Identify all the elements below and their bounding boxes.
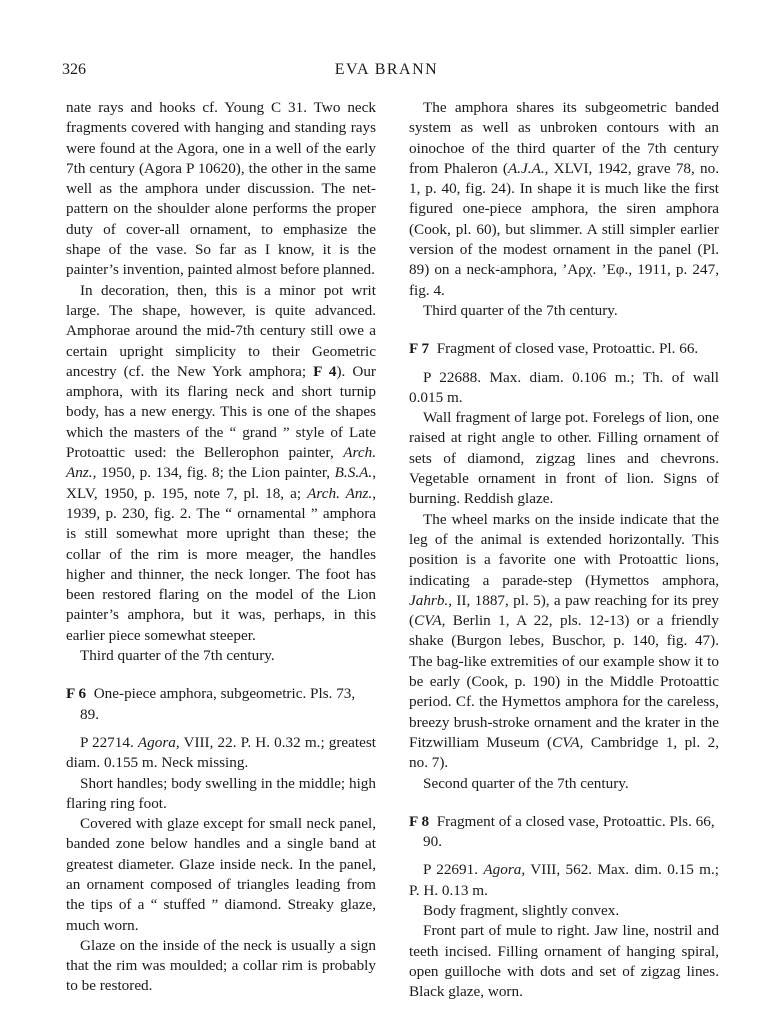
paragraph: Wall fragment of large pot. Forelegs of lion, one raised at right angle to other. Filling ornament of sets of diamond, zigzag lines and chevrons. Vegetable ornament in front of lion. Signs of burning. Reddish glaze. — [409, 409, 719, 508]
date-line: Third quarter of the 7th century. — [423, 301, 618, 319]
date-line: Third quarter of the 7th century. — [80, 647, 275, 665]
paragraph: Glaze on the inside of the neck is usually a sign that the rim was moulded; a collar rim is probably to be restored. — [66, 936, 376, 995]
paragraph: The wheel marks on the inside indicate that the leg of the animal is extended horizontally. This position is a favorite one with Protoattic lions, indicating a parade-step (Hymettos amphora, Jahrb., II, 1887, pl. 5), a paw reaching for its prey (CVA, Berlin 1, A 22, pls. 12-13) or a friendly shake (Burgon lebes, Buschor, p. 140, fig. 47). The bag-like extremities of our example show it to be early (Cook, p. 190) in the Middle Protoattic period. Cf. the Hymettos amphora for the careless, breezy brush-stroke ornament and the krater in the Fitzwilliam Museum (CVA, Cambridge 1, pl. 2, no. 7). — [409, 510, 720, 772]
inventory-line: P 22714. Agora, VIII, 22. P. H. 0.32 m.; greatest diam. 0.155 m. Neck missing. — [66, 733, 376, 772]
paragraph: Body fragment, slightly convex. — [423, 901, 620, 919]
entry-heading-f7: F 7 Fragment of closed vase, Protoattic. Pl. 66. — [409, 340, 699, 358]
paragraph: Covered with glaze except for small neck panel, banded zone below handles and a single band at greatest diameter. Glaze inside neck. In the panel, an ornament composed of triangles leading from the tips of a “ stuffed ” diamond. Streaky glaze, much worn. — [66, 815, 376, 934]
paragraph: Short handles; body swelling in the middle; high flaring ring foot. — [66, 774, 376, 812]
paragraph: In decoration, then, this is a minor pot writ large. The shape, however, is quite advanced. Amphorae around the mid-7th century still owe a certain upright simplicity to their Geometric ancestry (cf. the New York amphora; F 4). Our amphora, with its flaring neck and short turnip body, has a new energy. This is one of the shapes which the masters of the “ grand ” style of Late Protoattic used: the Bellerophon painter, Arch. Anz., 1950, p. 134, fig. 8; the Lion painter, B.S.A., XLV, 1950, p. 195, note 7, pl. 18, a; Arch. Anz., 1939, p. 230, fig. 2. The “ ornamental ” amphora is still somewhat more upright than these; the collar of the rim is more meager, the handles higher and thinner, the neck longer. The foot has been restored flaring on the model of the Lion painter’s amphora, but it was, perhaps, in this earlier piece somewhat steeper. — [66, 281, 377, 644]
inventory-line: P 22688. Max. diam. 0.106 m.; Th. of wall 0.015 m. — [409, 368, 719, 406]
paragraph: The amphora shares its subgeometric banded system as well as unbroken contours with an oinochoe of the third quarter of the 7th century from Phaleron (A.J.A., XLVI, 1942, grave 78, no. 1, p. 40, fig. 24). In shape it is much like the first figured one-piece amphora, the siren amphora (Cook, pl. 60), but slimmer. A still simpler earlier version of the modest ornament in the panel (Pl. 89) on a neck-amphora, ’Αρχ. ’Εφ., 1911, p. 247, fig. 4. — [409, 99, 719, 299]
inventory-line: P 22691. Agora, VIII, 562. Max. dim. 0.15 m.; P. H. 0.13 m. — [409, 861, 719, 899]
entry-heading-f6: F 6 One-piece amphora, subgeometric. Pls. 73, 89. — [66, 685, 356, 723]
entry-heading-f8: F 8 Fragment of a closed vase, Protoattic. Pls. 66, 90. — [409, 812, 715, 851]
date-line: Second quarter of the 7th century. — [423, 774, 629, 792]
paragraph: Front part of mule to right. Jaw line, nostril and teeth incised. Filling ornament of hanging spiral, open guilloche with dots and set of zigzag lines. Black glaze, worn. — [409, 922, 719, 1001]
left-column — [66, 98, 376, 997]
page-number: 326 — [62, 61, 86, 78]
paragraph: nate rays and hooks cf. Young C 31. Two neck fragments covered with hanging and standing rays were found at the Agora, one in a well of the early 7th century (Agora P 10620), the other in the same well as the amphora under discussion. The net-pattern on the shoulder alone performs the proper duty of cover-all ornament, to emphasize the shape of the vase. So far as I know, it is the painter’s invention, painted almost before planned. — [66, 99, 376, 279]
running-head: EVA BRANN — [334, 61, 439, 78]
right-column — [409, 98, 719, 1002]
